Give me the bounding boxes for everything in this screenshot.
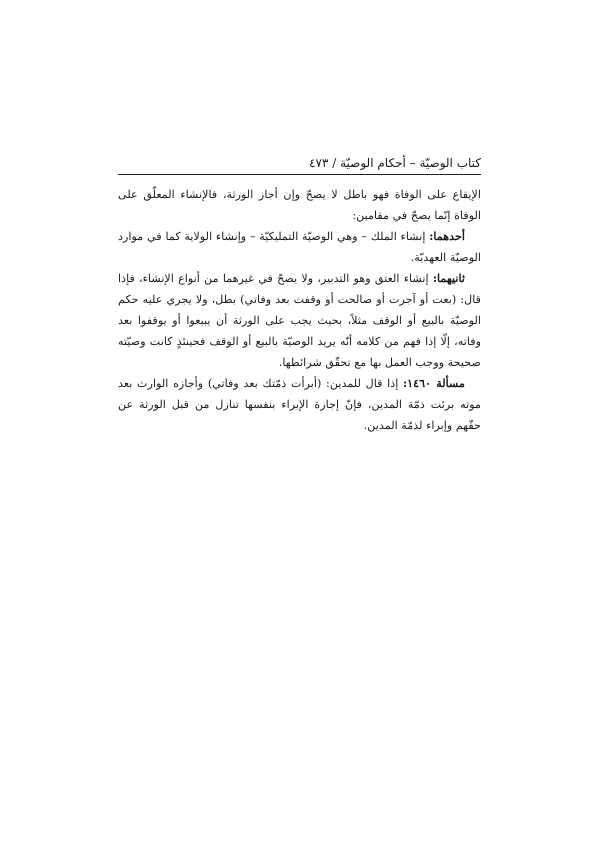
running-header	[118, 152, 481, 175]
paragraph-text: إنشاء العتق وهو التدبير، ولا يصحّ في غيرهما من أنواع الإنشاء، فإذا قال: (بعت أو آجرت أو صالحت أو وقفت بعد وفاتي) بطل، ولا يجري عليه حكم الوصيّة بالبيع أو الوقف مثلاً، بحيث يجب على الورثة أن يبيعوا أو يوقفوا بعد وفاته، إلّا إذا فهم من كلامه أنّه يريد الوصيّة بالبيع أو الوقف فحينئذٍ كانت وصيّته صحيحة ووجب العمل بها مع تحقّق شرائطها.	[118, 272, 481, 369]
paragraph-text: إنشاء الملك – وهي الوصيّة التمليكيّة – وإنشاء الولاية كما في موارد الوصيّة العهديّة.	[118, 230, 481, 264]
paragraph-issue-1460	[118, 373, 481, 436]
paragraph-continuation	[118, 184, 481, 226]
paragraph-lead: ثانيهما:	[432, 271, 465, 285]
body-text	[118, 184, 481, 436]
header-title: كتاب الوصيّة – أحكام الوصيّة / ٤٧٣	[309, 156, 481, 170]
paragraph-second-case	[118, 268, 481, 373]
paragraph-text: إذا قال للمدين: (أبرأت ذمّتك بعد وفاتي) وأجازه الوارث بعد موته برئت ذمّة المدين، فإنّ إجازة الإبراء بنفسها تنازل من قبل الورثة عن حقّهم وإبراء لذمّة المدين.	[118, 377, 481, 432]
paragraph-first-case	[118, 226, 481, 268]
paragraph-text: الإيقاع على الوفاة فهو باطل لا يصحّ وإن أجاز الورثة، فالإنشاء المعلّق على الوفاة إنّما يصحّ في مقامين:	[118, 188, 481, 222]
paragraph-lead: مسألة ١٤٦٠:	[403, 376, 466, 390]
paragraph-lead: أحدهما:	[429, 229, 465, 243]
